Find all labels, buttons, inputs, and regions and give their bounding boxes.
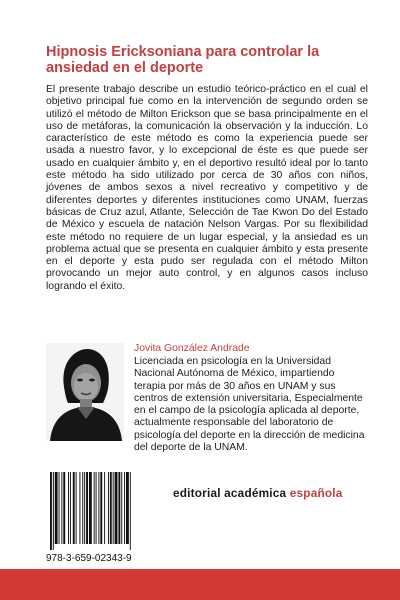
barcode xyxy=(46,470,160,562)
barcode-bar xyxy=(96,472,97,544)
barcode-bar xyxy=(53,472,54,550)
barcode-bar xyxy=(126,472,129,544)
author-portrait-image xyxy=(46,343,124,441)
barcode-bar xyxy=(68,472,69,544)
barcode-bars xyxy=(46,470,160,552)
barcode-bar xyxy=(113,472,114,544)
barcode-bar xyxy=(118,472,120,544)
barcode-bar xyxy=(86,472,88,544)
book-title: Hipnosis Ericksoniana para controlar la ansiedad en el deporte xyxy=(46,44,320,76)
barcode-bar xyxy=(82,472,83,544)
author-bio: Licenciada en psicología en la Universidad Nacional Autónoma de México, impartiendo terapia por más de 30 años en UNAM y sus centros de extensión universitaria, Especialmente en el campo de la psicología aplicada al deporte, actualmente responsable del laboratorio de psicología del deporte en la dirección de medicina del deporte de la UNAM. xyxy=(134,356,365,454)
barcode-bar xyxy=(94,472,95,544)
barcode-bar xyxy=(100,472,102,544)
isbn-number: 978-3-659-02343-9 xyxy=(46,553,132,564)
barcode-bar xyxy=(108,472,109,544)
barcode-bar xyxy=(130,472,131,550)
barcode-bar xyxy=(104,472,105,544)
barcode-bar xyxy=(70,472,71,544)
barcode-bar xyxy=(124,472,125,544)
barcode-bar xyxy=(115,472,118,544)
publisher-name xyxy=(173,486,343,500)
author-photo xyxy=(46,343,124,441)
publisher-name-part1: editorial académica xyxy=(173,486,290,500)
barcode-bar xyxy=(55,472,58,544)
publisher-name-part2: española xyxy=(289,486,343,500)
barcode-bar xyxy=(121,472,122,544)
book-abstract: El presente trabajo describe un estudio teórico-práctico en el cual el objetivo principal fue como en la intervención de segundo orden se utilizó el método de Milton Erickson que se basa principalmente en el uso de metáforas, la comunicación la observación y la inducción. Lo característico de este método es como la experiencia puede ser usada a nuestro favor, y lo excepcional de éste es que puede ser usado en cualquier ámbito y, en el deportivo resultó ideal por lo tanto este método ha sido utilizado por cerca de 30 años con niños, jóvenes de ambos sexos a nivel recreativo y competitivo y de diferentes deportes y diferentes instituciones como UNAM, fuerzas básicas de Cruz azul, Atlante, Selección de Tae Kwon Do del Estado de México y escuela de natación Nelson Vargas. Por su flexibilidad este método no requiere de un lugar especial, y la ansiedad es un problema actual que se presenta en cualquier ámbito y esta presente en el deporte y esta pudo ser regulada con el método Milton provocando un mejor auto control, y en algunos casos incluso logrando el éxito. xyxy=(46,84,368,292)
barcode-bar xyxy=(63,472,65,544)
barcode-bar xyxy=(73,472,75,544)
barcode-bar xyxy=(61,472,62,544)
barcode-bar xyxy=(59,472,60,544)
barcode-bar xyxy=(89,472,92,544)
author-name: Jovita González Andrade xyxy=(134,343,250,354)
barcode-bar xyxy=(84,472,85,544)
bottom-color-band xyxy=(0,569,400,600)
barcode-bar xyxy=(98,472,99,544)
barcode-bar xyxy=(79,472,80,544)
barcode-bar xyxy=(76,472,77,544)
barcode-bar xyxy=(50,472,52,550)
barcode-bar xyxy=(110,472,112,544)
